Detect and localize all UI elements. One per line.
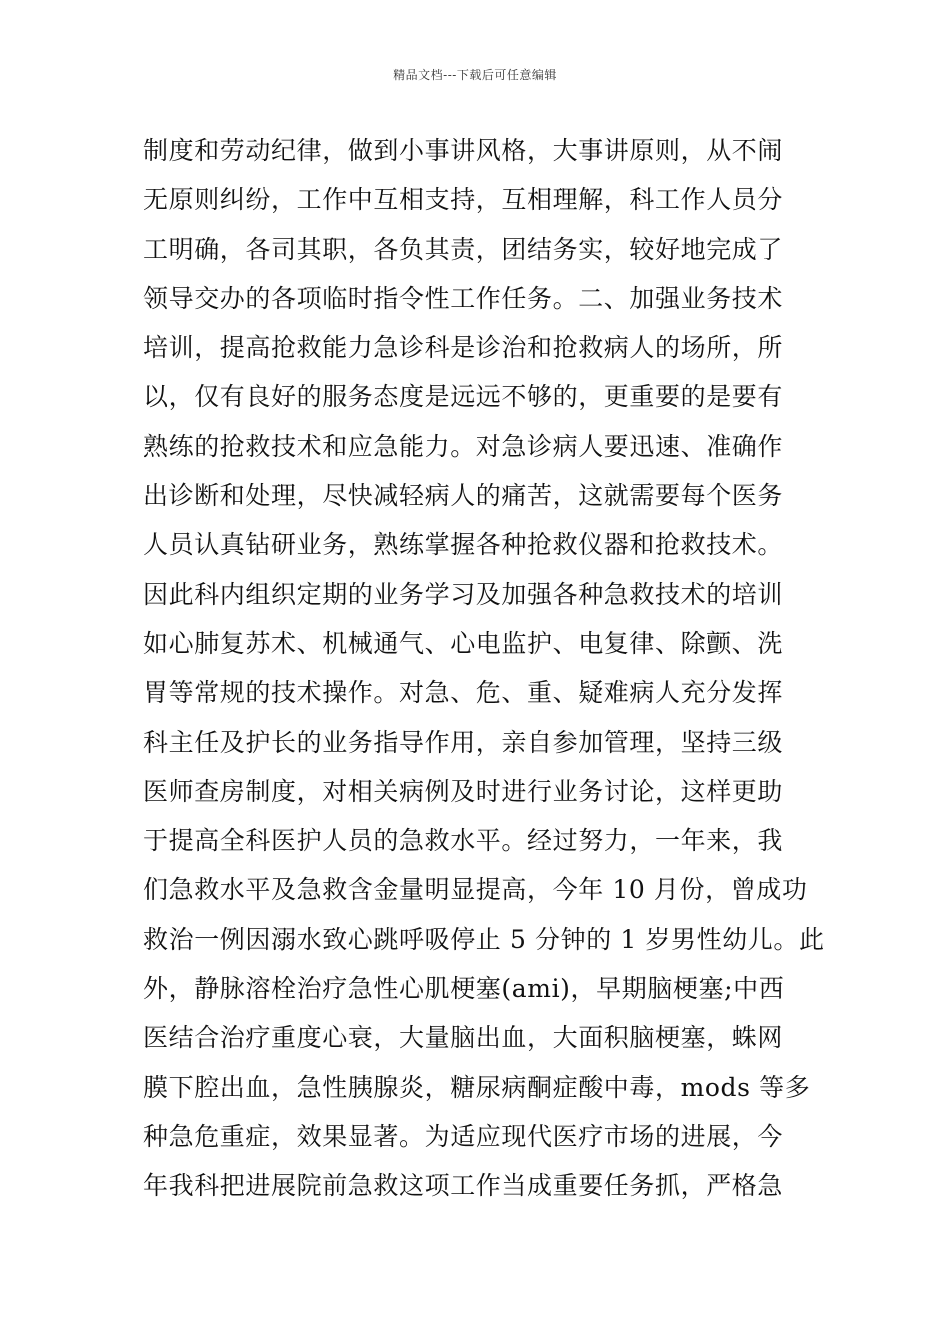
text-line: 培训，提高抢救能力急诊科是诊治和抢救病人的场所，所 (143, 333, 784, 363)
text-line: 领导交办的各项临时指令性工作任务。二、加强业务技术 (143, 283, 784, 313)
text-line: 出诊断和处理，尽快减轻病人的痛苦，这就需要每个医务 (143, 481, 784, 511)
text-line: 胃等常规的技术操作。对急、危、重、疑难病人充分发挥 (143, 678, 784, 708)
text-line: 熟练的抢救技术和应急能力。对急诊病人要迅速、准确作 (143, 431, 784, 461)
text-line: 以，仅有良好的服务态度是远远不够的，更重要的是要有 (143, 382, 784, 412)
text-line: 制度和劳动纪律，做到小事讲风格，大事讲原则，从不闹 (143, 136, 784, 165)
text-line: 因此科内组织定期的业务学习及加强各种急救技术的培训 (143, 579, 784, 609)
text-line: 医结合治疗重度心衰，大量脑出血，大面积脑梗塞，蛛网 (143, 1023, 784, 1053)
text-line: 年我科把进展院前急救这项工作当成重要任务抓，严格急 (143, 1171, 784, 1201)
page-header: 精品文档---下载后可任意编辑 (393, 68, 557, 82)
text-line: 无原则纠纷，工作中互相支持，互相理解，科工作人员分 (143, 185, 784, 215)
body-text (143, 126, 825, 1211)
text-line: 外，静脉溶栓治疗急性心肌梗塞(ami)，早期脑梗塞;中西 (143, 974, 785, 1004)
text-line: 于提高全科医护人员的急救水平。经过努力，一年来，我 (143, 826, 784, 856)
text-line: 救治一例因溺水致心跳呼吸停止 5 分钟的 1 岁男性幼儿。此 (143, 924, 825, 954)
text-line: 们急救水平及急救含金量明显提高，今年 10 月份，曾成功 (143, 875, 808, 905)
text-line: 种急危重症，效果显著。为适应现代医疗市场的进展，今 (143, 1121, 784, 1151)
text-line: 人员认真钻研业务，熟练掌握各种抢救仪器和抢救技术。 (143, 530, 784, 560)
text-line: 科主任及护长的业务指导作用，亲自参加管理，坚持三级 (143, 727, 784, 757)
text-line: 医师查房制度，对相关病例及时进行业务讨论，这样更助 (143, 776, 784, 806)
text-line: 如心肺复苏术、机械通气、心电监护、电复律、除颤、洗 (143, 628, 784, 658)
text-line: 膜下腔出血，急性胰腺炎，糖尿病酮症酸中毒，mods 等多 (143, 1072, 811, 1102)
text-line: 工明确，各司其职，各负其责，团结务实，较好地完成了 (143, 234, 784, 264)
